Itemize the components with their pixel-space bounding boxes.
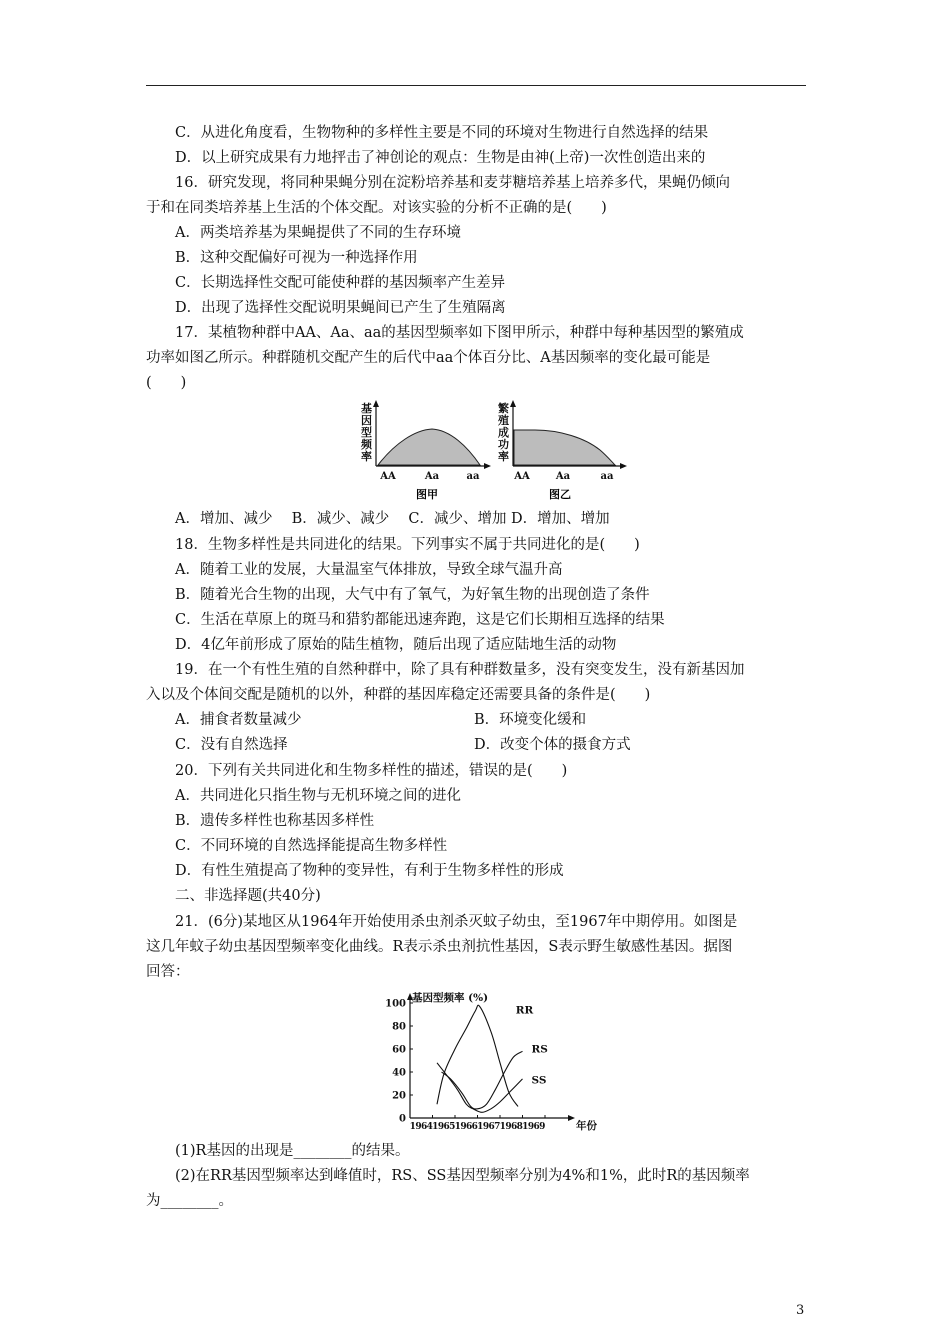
jia-ylabel-4: 频 — [361, 438, 372, 451]
yi-ylabel-1: 繁 — [498, 402, 509, 415]
yi-ylabel-5: 率 — [498, 450, 509, 463]
question-16-option-b: B．这种交配偏好可视为一种选择作用 — [175, 250, 418, 266]
jia-ylabel-3: 型 — [361, 426, 372, 439]
question-19-option-c: C．没有自然选择 — [175, 737, 288, 753]
chart-x-tick-label-1966: 1966 — [454, 1122, 478, 1132]
chart-x-tick-label-1965: 1965 — [432, 1122, 455, 1132]
question-20-option-c: C．不同环境的自然选择能提高生物多样性 — [175, 838, 448, 854]
question-16-option-a: A．两类培养基为果蝇提供了不同的生存环境 — [175, 225, 461, 241]
chart-y-tick-label-80: 80 — [392, 1021, 406, 1033]
question-18-stem: 18．生物多样性是共同进化的结果。下列事实不属于共同进化的是( ) — [175, 537, 640, 553]
yi-ylabel-2: 殖 — [498, 414, 509, 427]
question-16-stem-line2: 于和在同类培养基上生活的个体交配。对该实验的分析不正确的是( ) — [146, 200, 607, 216]
question-21-stem-line1: 21．(6分)某地区从1964年开始使用杀虫剂杀灭蚊子幼虫，至1967年中期停用。如图是 — [175, 914, 738, 930]
question-15-option-c: C．从进化角度看，生物物种的多样性主要是不同的环境对生物进行自然选择的结果 — [175, 125, 709, 141]
chart-series-label-ss: SS — [531, 1074, 547, 1087]
jia-xtick-aa-mixed: Aa — [424, 471, 440, 482]
figure-jia — [361, 400, 491, 501]
chart-x-tick-label-1968: 1968 — [499, 1122, 523, 1132]
question-21-part-2-line2: 为________。 — [146, 1193, 233, 1209]
chart-x-tick-label-1964: 1964 — [409, 1122, 433, 1132]
jia-ylabel-2: 因 — [361, 414, 372, 427]
question-16-option-c: C．长期选择性交配可能使种群的基因频率产生差异 — [175, 275, 506, 291]
question-21-part-1: (1)R基因的出现是________的结果。 — [175, 1143, 410, 1159]
yi-xtick-aa-mixed: Aa — [555, 471, 571, 482]
question-18-option-d: D．4亿年前形成了原始的陆生植物，随后出现了适应陆地生活的动物 — [175, 637, 617, 653]
yi-ylabel-3: 成 — [498, 426, 509, 439]
jia-area — [378, 429, 480, 465]
yi-y-arrow — [510, 400, 516, 407]
yi-x-arrow — [620, 463, 627, 469]
chart-x-tick-label-1967: 1967 — [477, 1122, 500, 1132]
page-number: 3 — [796, 1303, 805, 1318]
question-20-option-a: A．共同进化只指生物与无机环境之间的进化 — [175, 788, 461, 804]
question-18-option-c: C．生活在草原上的斑马和猎豹都能迅速奔跑，这是它们长期相互选择的结果 — [175, 612, 665, 628]
figure-yi — [498, 400, 627, 501]
jia-x-arrow — [484, 463, 491, 469]
question-21-part-2-line1: (2)在RR基因型频率达到峰值时，RS、SS基因型频率分别为4%和1%，此时R的基因频率 — [175, 1168, 750, 1184]
chart-x-arrow — [568, 1115, 575, 1121]
chart-series-line-rr — [437, 1005, 518, 1106]
question-16-stem-line1: 16．研究发现，将同种果蝇分别在淀粉培养基和麦芽糖培养基上培养多代，果蝇仍倾向 — [175, 175, 730, 191]
question-19-option-d: D．改变个体的摄食方式 — [474, 737, 631, 753]
jia-xtick-aa-upper: AA — [380, 471, 396, 482]
figure-jia-yi — [355, 398, 635, 503]
chart-x-label: 年份 — [576, 1120, 597, 1132]
question-17-stem-line1: 17．某植物种群中AA、Aa、aa的基因型频率如下图甲所示，种群中每种基因型的繁殖成 — [175, 325, 744, 341]
chart-y-tick-label-20: 20 — [392, 1090, 406, 1102]
chart-x-tick-label-1969: 1969 — [522, 1122, 545, 1132]
question-19-stem-line1: 19．在一个有性生殖的自然种群中，除了具有种群数量多，没有突变发生，没有新基因加 — [175, 662, 745, 678]
genotype-frequency-chart — [370, 988, 610, 1138]
question-17-stem-line2: 功率如图乙所示。种群随机交配产生的后代中aa个体百分比、A基因频率的变化最可能是 — [146, 350, 711, 366]
question-17-options: A．增加、减少 B．减少、减少 C．减少、增加 D．增加、增加 — [175, 511, 610, 527]
yi-xtick-aa-upper: AA — [514, 471, 530, 482]
yi-xtick-aa-lower: aa — [600, 471, 614, 482]
question-18-option-a: A．随着工业的发展，大量温室气体排放，导致全球气温升高 — [175, 562, 563, 578]
question-21-stem-line3: 回答： — [146, 964, 190, 980]
question-16-option-d: D．出现了选择性交配说明果蝇间已产生了生殖隔离 — [175, 300, 506, 316]
question-19-option-a: A．捕食者数量减少 — [175, 712, 302, 728]
question-19-option-b: B．环境变化缓和 — [474, 712, 587, 728]
question-20-option-b: B．遗传多样性也称基因多样性 — [175, 813, 375, 829]
chart-series-line-rs — [442, 1051, 523, 1109]
yi-ylabel-4: 功 — [498, 438, 509, 451]
chart-series-label-rr: RR — [515, 1004, 534, 1017]
chart-y-tick-label-0: 0 — [399, 1113, 406, 1125]
chart-series-line-ss — [437, 1063, 523, 1113]
chart-y-tick-label-100: 100 — [385, 998, 406, 1010]
yi-caption: 图乙 — [549, 488, 571, 501]
jia-ylabel-5: 率 — [361, 450, 372, 463]
question-15-option-d: D．以上研究成果有力地抨击了神创论的观点：生物是由神(上帝)一次性创造出来的 — [175, 150, 706, 166]
section-2-heading: 二、非选择题(共40分) — [175, 888, 321, 904]
jia-caption: 图甲 — [416, 488, 438, 501]
chart-series-label-rs: RS — [531, 1043, 548, 1056]
jia-xtick-aa-lower: aa — [466, 471, 480, 482]
question-20-option-d: D．有性生殖提高了物种的变异性，有利于生物多样性的形成 — [175, 863, 564, 879]
jia-y-arrow — [373, 400, 379, 407]
question-20-stem: 20．下列有关共同进化和生物多样性的描述，错误的是( ) — [175, 763, 568, 779]
question-17-stem-line3: ( ) — [146, 375, 187, 391]
yi-area — [514, 430, 615, 465]
question-21-stem-line2: 这几年蚊子幼虫基因型频率变化曲线。R表示杀虫剂抗性基因，S表示野生敏感性基因。据图 — [146, 939, 733, 955]
header-rule — [146, 85, 806, 86]
chart-title: 基因型频率 (%) — [412, 992, 489, 1004]
chart-y-tick-label-40: 40 — [392, 1067, 406, 1079]
question-19-stem-line2: 入以及个体间交配是随机的以外，种群的基因库稳定还需要具备的条件是( ) — [146, 687, 651, 703]
question-18-option-b: B．随着光合生物的出现，大气中有了氧气，为好氧生物的出现创造了条件 — [175, 587, 650, 603]
chart-y-tick-label-60: 60 — [392, 1044, 406, 1056]
jia-ylabel-1: 基 — [361, 402, 372, 415]
